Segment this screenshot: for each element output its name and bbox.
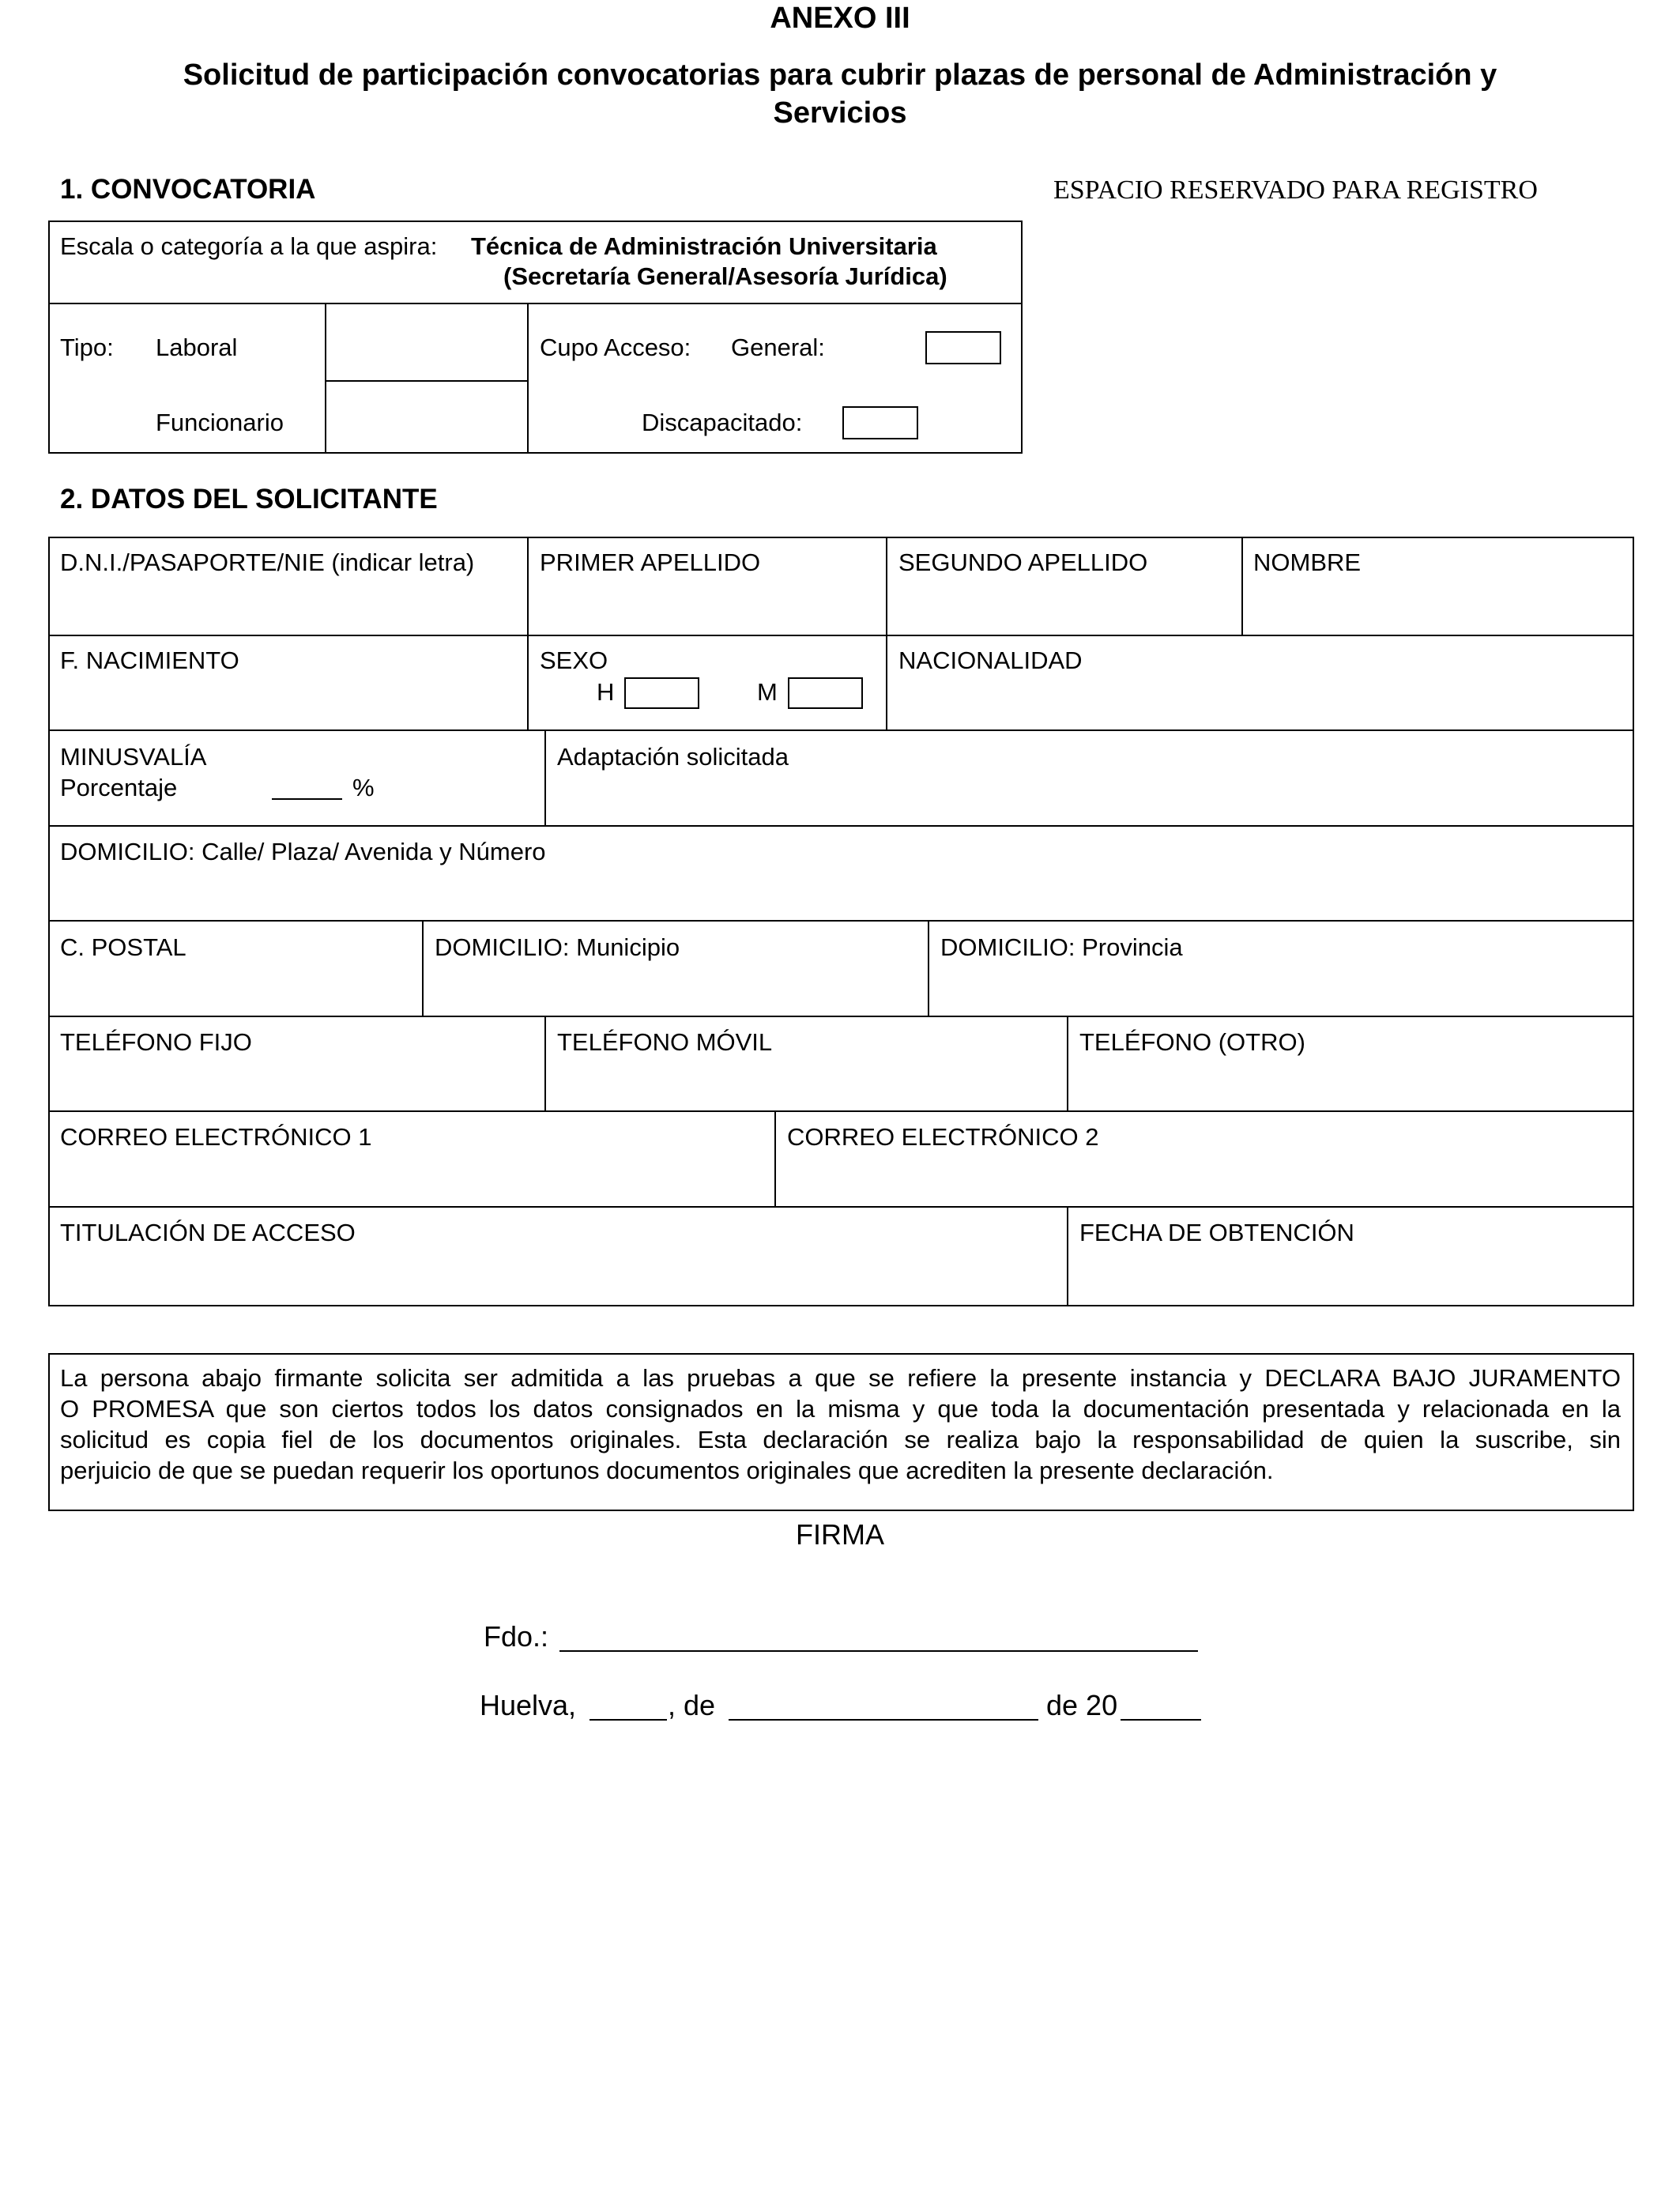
cupo-acceso-label: Cupo Acceso: — [540, 334, 691, 361]
declaration-line4: perjuicio de que se puedan requerir los oportunos documentos originales que acrediten la presente declaración. — [60, 1457, 1274, 1484]
telefono-movil-field[interactable]: TELÉFONO MÓVIL — [557, 1028, 773, 1056]
sexo-m-label: M — [757, 678, 778, 706]
discapacitado-label: Discapacitado: — [642, 409, 803, 436]
month-input[interactable] — [729, 1719, 1038, 1721]
discapacitado-checkbox[interactable] — [842, 406, 918, 439]
funcionario-label: Funcionario — [156, 409, 284, 436]
anexo-title: ANEXO III — [770, 2, 910, 35]
domicilio-municipio-field[interactable]: DOMICILIO: Municipio — [435, 933, 680, 961]
year-input[interactable] — [1121, 1719, 1201, 1721]
declaration-line2: O PROMESA que son ciertos todos los datos consignados en la misma y que toda la documentación presentada y relacionada en la — [60, 1395, 1621, 1423]
escala-value: Técnica de Administración Universitaria — [471, 232, 937, 260]
fdo-signature-line[interactable] — [559, 1650, 1198, 1652]
telefono-fijo-field[interactable]: TELÉFONO FIJO — [60, 1028, 252, 1056]
titulacion-field[interactable]: TITULACIÓN DE ACCESO — [60, 1219, 356, 1246]
domicilio-calle-field[interactable]: DOMICILIO: Calle/ Plaza/ Avenida y Número — [60, 838, 546, 865]
escala-value-detail: (Secretaría General/Asesoría Jurídica) — [503, 262, 947, 290]
solicitante-table — [48, 537, 1634, 1306]
domicilio-provincia-field[interactable]: DOMICILIO: Provincia — [940, 933, 1183, 961]
firma-label: FIRMA — [796, 1518, 884, 1551]
huelva-label: Huelva, — [480, 1689, 577, 1721]
de-label: , de — [668, 1689, 716, 1721]
segundo-apellido-field[interactable]: SEGUNDO APELLIDO — [898, 548, 1148, 576]
escala-label: Escala o categoría a la que aspira: — [60, 232, 438, 260]
dni-field[interactable]: D.N.I./PASAPORTE/NIE (indicar letra) — [60, 548, 475, 576]
telefono-otro-field[interactable]: TELÉFONO (OTRO) — [1079, 1028, 1305, 1056]
porcentaje-input[interactable] — [272, 798, 342, 800]
funcionario-field[interactable] — [326, 382, 527, 452]
primer-apellido-field[interactable]: PRIMER APELLIDO — [540, 548, 761, 576]
nombre-field[interactable]: NOMBRE — [1253, 548, 1362, 576]
page-title-line2: Servicios — [773, 96, 907, 130]
general-label: General: — [731, 334, 825, 361]
sexo-h-checkbox[interactable] — [624, 677, 699, 709]
declaration-line1: La persona abajo firmante solicita ser admitida a las pruebas a que se refiere la presente instancia y DECLARA BAJO JURAMENTO — [60, 1364, 1621, 1392]
sexo-h-label: H — [597, 678, 615, 706]
tipo-label: Tipo: — [60, 334, 114, 361]
correo2-field[interactable]: CORREO ELECTRÓNICO 2 — [787, 1123, 1099, 1151]
laboral-label: Laboral — [156, 334, 238, 361]
c-postal-field[interactable]: C. POSTAL — [60, 933, 186, 961]
correo1-field[interactable]: CORREO ELECTRÓNICO 1 — [60, 1123, 372, 1151]
fecha-obtencion-field[interactable]: FECHA DE OBTENCIÓN — [1079, 1219, 1354, 1246]
de20-label: de 20 — [1046, 1689, 1118, 1721]
sexo-m-checkbox[interactable] — [788, 677, 863, 709]
fdo-label: Fdo.: — [484, 1620, 549, 1653]
laboral-field[interactable] — [326, 304, 527, 380]
sexo-label: SEXO — [540, 647, 608, 674]
percent-sign: % — [352, 774, 375, 801]
section2-heading: 2. DATOS DEL SOLICITANTE — [60, 484, 438, 515]
nacionalidad-field[interactable]: NACIONALIDAD — [898, 647, 1083, 674]
general-checkbox[interactable] — [925, 331, 1001, 364]
adaptacion-field[interactable]: Adaptación solicitada — [557, 743, 789, 771]
day-input[interactable] — [590, 1719, 667, 1721]
minusvalia-label: MINUSVALÍA — [60, 743, 207, 771]
declaration-line3: solicitud es copia fiel de los documentos originales. Esta declaración se realiza bajo la responsabilidad de quien la suscribe, sin — [60, 1426, 1621, 1453]
porcentaje-label: Porcentaje — [60, 774, 178, 801]
page-title-line1: Solicitud de participación convocatorias para cubrir plazas de personal de Administración y — [183, 58, 1497, 92]
f-nacimiento-field[interactable]: F. NACIMIENTO — [60, 647, 239, 674]
section1-heading: 1. CONVOCATORIA — [60, 174, 316, 205]
registro-label: ESPACIO RESERVADO PARA REGISTRO — [1053, 175, 1538, 205]
